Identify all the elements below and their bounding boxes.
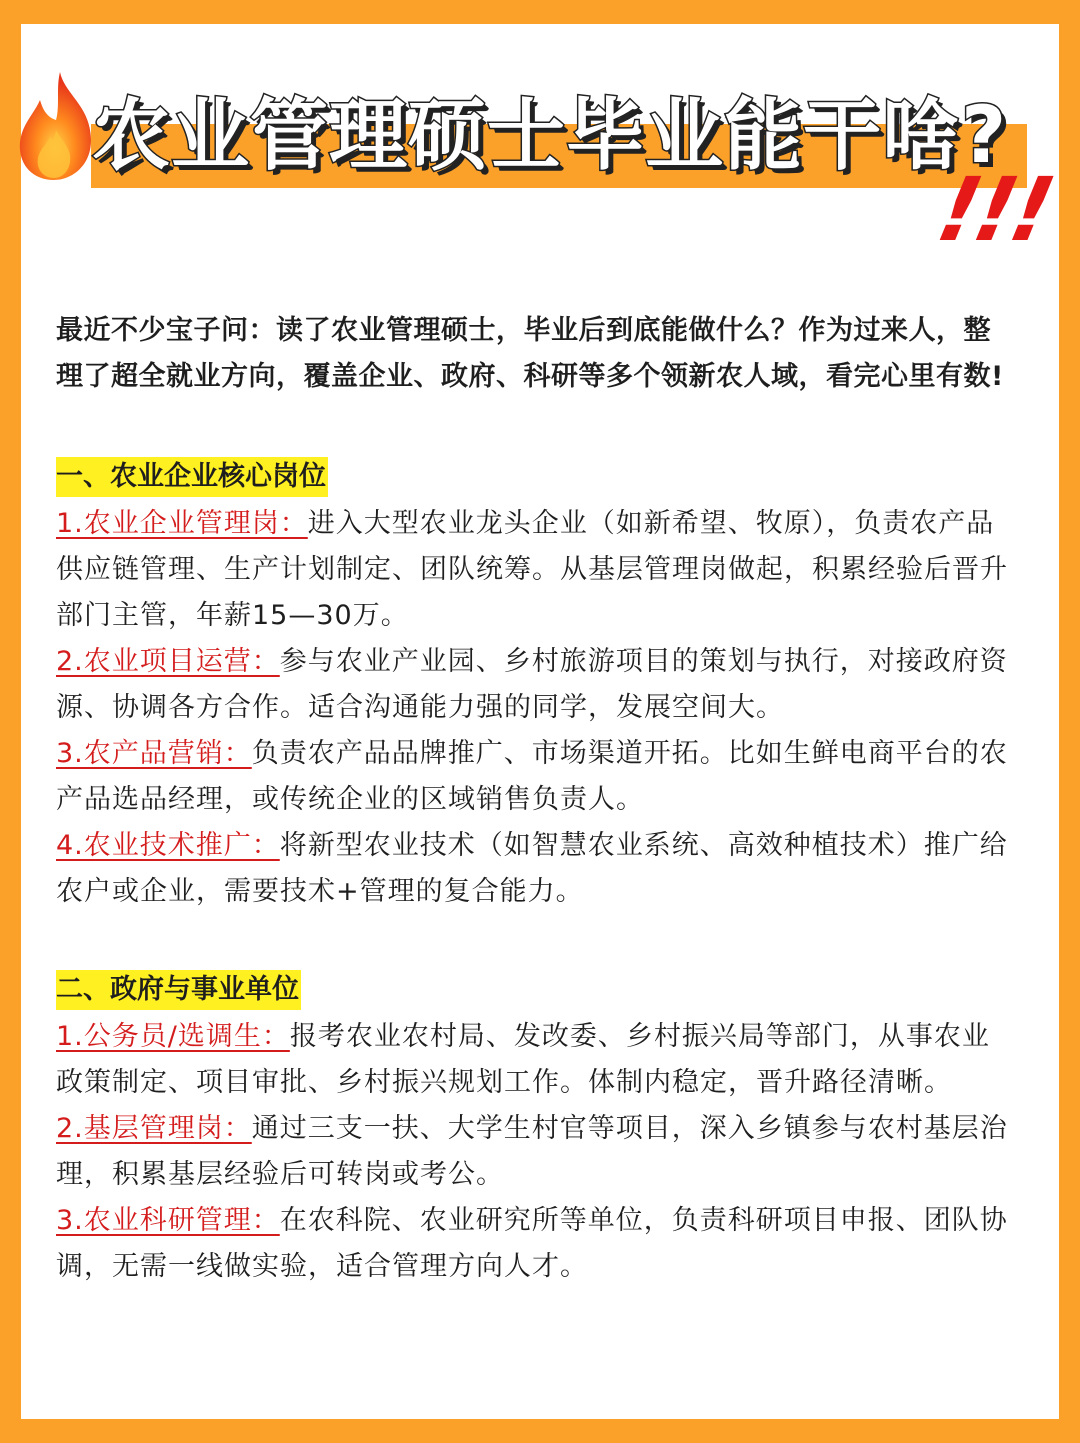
item-text: 负责农产品品牌推广、市场渠道开拓。比如生鲜电商平台的农产品选品经理，或传统企业的区域销售负责人。: [56, 738, 1008, 815]
item-label: 3.农业科研管理：: [56, 1205, 280, 1236]
section-heading: 一、农业企业核心岗位: [56, 457, 328, 497]
item-text: 将新型农业技术（如智慧农业系统、高效种植技术）推广给农户或企业，需要技术+管理的复合能力。: [56, 830, 1008, 907]
item-label: 4.农业技术推广：: [56, 830, 280, 861]
page-title: 农业管理硕士毕业能干啥?: [92, 91, 1008, 181]
article-body: [56, 308, 1016, 1290]
list-item: [56, 639, 1016, 731]
section-enterprise: [56, 454, 1016, 915]
list-item: [56, 1106, 1016, 1198]
item-label: 2.基层管理岗：: [56, 1113, 252, 1144]
item-text: 参与农业产业园、乡村旅游项目的策划与执行，对接政府资源、协调各方合作。适合沟通能力强的同学，发展空间大。: [56, 646, 1008, 723]
item-label: 1.公务员/选调生：: [56, 1021, 290, 1052]
flame-icon: [16, 70, 98, 182]
list-item: [56, 823, 1016, 915]
list-item: [56, 731, 1016, 823]
intro-paragraph: 最近不少宝子问：读了农业管理硕士，毕业后到底能做什么？作为过来人，整理了超全就业方向，覆盖企业、政府、科研等多个领新农人域，看完心里有数!: [56, 315, 1004, 392]
item-label: 3.农产品营销：: [56, 738, 252, 769]
section-heading: 二、政府与事业单位: [56, 970, 301, 1010]
list-item: [56, 1198, 1016, 1290]
list-item: [56, 501, 1016, 639]
list-item: [56, 1014, 1016, 1106]
item-label: 1.农业企业管理岗：: [56, 508, 308, 539]
item-text: 进入大型农业龙头企业（如新希望、牧原），负责农产品供应链管理、生产计划制定、团队统筹。从基层管理岗做起，积累经验后晋升部门主管，年薪15—30万。: [56, 508, 1008, 631]
item-label: 2.农业项目运营：: [56, 646, 280, 677]
item-text: 报考农业农村局、发改委、乡村振兴局等部门，从事农业政策制定、项目审批、乡村振兴规划工作。体制内稳定，晋升路径清晰。: [56, 1021, 990, 1098]
item-text: 在农科院、农业研究所等单位，负责科研项目申报、团队协调，无需一线做实验，适合管理方向人才。: [56, 1205, 1008, 1282]
item-text: 通过三支一扶、大学生村官等项目，深入乡镇参与农村基层治理，积累基层经验后可转岗或考公。: [56, 1113, 1008, 1190]
section-government: [56, 967, 1016, 1290]
exclamation-marks: !!!: [929, 158, 1060, 261]
